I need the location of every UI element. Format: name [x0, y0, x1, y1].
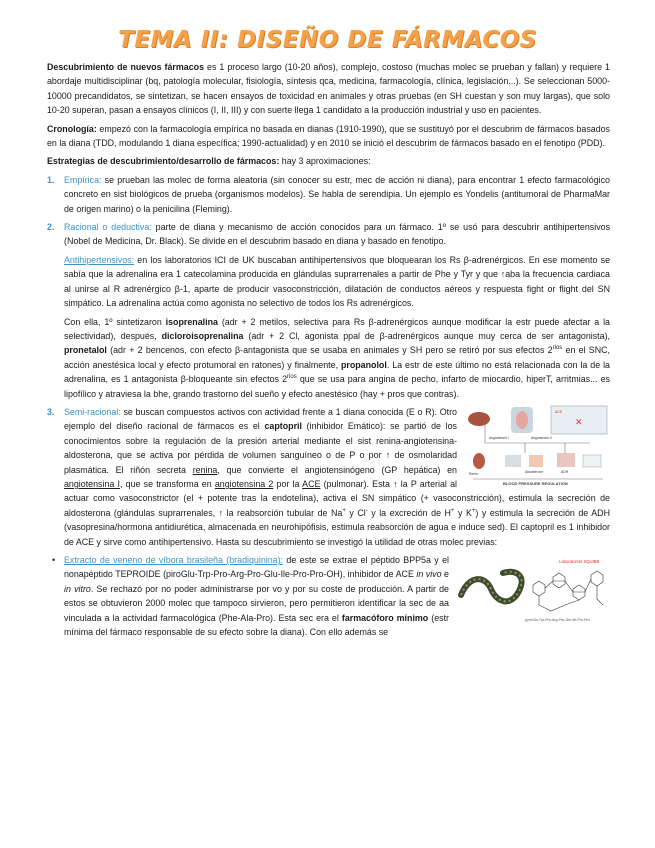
superscript: rios	[287, 374, 297, 381]
superscript: +	[342, 507, 346, 514]
text-run: . La estr de este último no está relacionada con la de la adrenalina, es 1 antagonista β-bloqueante sin efectos 2	[64, 359, 610, 385]
cross-icon: ✕	[575, 417, 583, 428]
text-run: (adr + 2 bencenos, con efecto β-antagonista que se usaba en animales y SH pero se retiró por sus efectos 2	[106, 345, 553, 356]
strategies-lead: Estrategias de descubrimiento/desarrollo de fármacos:	[47, 156, 280, 167]
fig1-caption: BLOOD PRESSURE REGULATION	[503, 480, 568, 486]
renina-term: renina	[192, 464, 218, 475]
item-text: parte de diana y mecanismo de acción conocidos para un fármaco. 1º se usó para descubrir antihipertensivos (Nobel de Medicina, Dr. Black). Se divide en el descubrim basado en diana y basado en fenotipo.	[64, 222, 611, 247]
dicloroisoprenalina-term: dicloroisoprenalina	[161, 330, 244, 341]
fig2-caption: pyroGlu-Trp-Pro-Arg-Pro-Gln-Ile-Pro-Pro	[525, 618, 590, 622]
fig1-label-adh: ADH	[561, 469, 569, 474]
text-run: se buscan compuestos activos con actividad frente a 1 diana conocida (E o R). Otro ejemplo del diseño racional de fármacos es el	[64, 406, 457, 432]
fig2-lab-label: Laboratorios SQUIBB	[559, 559, 600, 564]
captopril-term: captopril	[264, 421, 302, 432]
chronology-lead: Cronología:	[47, 123, 97, 134]
text-run: , que convierte el angiotensinógeno (GP hepática) en	[217, 464, 457, 475]
list-item-semi-racional	[47, 405, 610, 549]
vessel-icon	[505, 455, 521, 467]
paragraph-con-ella	[47, 315, 610, 401]
text-run: e	[441, 569, 449, 580]
angiotensina-1-term: angiotensina I	[64, 478, 120, 489]
text-run: en el SNC, acción anestésica local y efecto protumoral en ratones) y finalmente,	[64, 345, 610, 370]
fig1-label-angiotensin-1: Angiotensin I	[489, 435, 509, 440]
text-run: ) y estimula la secreción de ADH (vasopresina/hormona antidiurética, almacenada en neurohipófisis, estimula reabsorción de agua e induce sed). El captopril es 1 inhibidor de ACE y sirve como antihipertensivo. Hasta su descubrimiento se investigó la utilidad de otras molec previas:	[64, 507, 610, 547]
bullet-dot: •	[52, 555, 56, 565]
fig1-label-angiotensin-2: Angiotensin II	[531, 435, 552, 440]
superscript: +	[471, 507, 476, 514]
text-run: Con ella, 1º sintetizaron	[64, 316, 166, 327]
fig1-label-aldosterone: Aldosterone	[525, 469, 544, 474]
farmacoforo-term: farmacóforo mínimo	[341, 612, 429, 623]
antihipertensivos-link[interactable]: Antihipertensivos:	[64, 254, 135, 265]
fig1-label-ace: ACE	[555, 409, 563, 414]
text-run: (adr + 2 Cl, agonista ppal de β-adrenérgicos aunque muy cerca de ser antagonista),	[243, 330, 610, 341]
text-run: (estr mínima del fármaco responsable de su efecto sobre la diana). Con ello además se	[64, 612, 449, 638]
strategies-text: hay 3 aproximaciones:	[279, 156, 371, 167]
item-label: Semi-racional:	[64, 406, 121, 417]
kidney-icon	[473, 453, 485, 469]
brain-icon	[557, 453, 575, 467]
in-vitro-term: in vitro	[64, 583, 91, 594]
text-run: por la	[273, 478, 303, 489]
list-number: 3.	[47, 406, 55, 417]
in-vivo-term: in vivo	[416, 569, 442, 580]
item-label: Empírica:	[64, 174, 102, 185]
paragraph-antihipertensivos	[47, 253, 610, 311]
fig1-label-renin: Renin	[469, 471, 478, 476]
paragraph-intro	[47, 60, 610, 118]
veneno-link[interactable]: Extracto de veneno de víbora brasileña (bradiquinina):	[64, 555, 284, 565]
antihipertensivos-text: en los laboratorios ICI de UK buscaban antihipertensivos que bloquearan los Rs β-adrenérgicos. En ese momento se sabía que la adrenalina era 1 catecolamina producida en glándulas suprarrenales a partir de Phe y Tyr y que ↑aba la frecuencia cardiaca al unirse al R adrenérgico β-1, aparte de producir vasoconstricción, dilatación de conductos aéreos y respuesta fight or flight del SN simpático. La adrenalina actúa como agonista no selectivo de todos los Rs adrenérgicos.	[64, 254, 610, 309]
adrenal-icon	[529, 455, 543, 467]
list-item-empirica	[47, 173, 610, 216]
text-run: y la excreción de H	[367, 507, 451, 518]
angiotensina-2-term: angiotensina 2	[214, 478, 274, 489]
text-run: de este se extrae el péptido BPP5a y el nonapéptido TEPROIDE (piroGlu-Trp-Pro-Arg-Pro-Glu-Ile-Pro-Pro-OH), inhibidor de ACE	[64, 555, 449, 580]
text-run: , que se transforma en	[120, 478, 215, 489]
item-text: se prueban las molec de forma aleatoria (sin conocer su estr, mec de acción ni diana), para encontrar 1 efecto farmacológico concreto en sist biológicos de prueba (organismos modelos). Se habla de serendipia. Un ejemplo es Yondelis (antitumoral de PharmaMar de origen marino) o la penicilina (Fleming).	[64, 174, 610, 214]
item-label: Racional o deductiva:	[64, 222, 152, 233]
text-run: (adr + 2 metilos, selectiva para Rs β-adrenérgicos aunque modificar la estr puede afectar a la selectividad), después,	[64, 316, 610, 341]
document-body	[47, 60, 610, 643]
isoprenalina-term: isoprenalina	[165, 316, 218, 327]
ace-term: ACE	[302, 478, 321, 489]
text-run: (pulmonar). Esta ↑ la P arterial al actuar como vasoconstrictor (el + potente tras la endotelina), activa el SN simpático (+ vasoconstricción), estimula la secreción de aldosterona (glándulas suprarrenales, ↑ la reabsorción tubular de Na	[64, 478, 610, 518]
text-run: y K	[454, 507, 472, 518]
liver-icon	[468, 412, 490, 426]
list-number: 2.	[47, 222, 55, 233]
paragraph-chronology	[47, 122, 610, 151]
list-number: 1.	[47, 174, 55, 185]
text-run: (inhibidor Emático): se partió de los conocimientos sobre la regulación de la presión arterial mediante el sist renina-angiotensina-aldosterona, que se activa por pérdida de volumen sanguíneo o de P o por ↑ de osmolaridad plasmática. El riñón secreta	[64, 421, 457, 475]
superscript: rios	[552, 345, 563, 352]
text-run: y Cl	[345, 507, 366, 518]
paragraph-strategies	[47, 154, 610, 168]
intro-lead: Descubrimiento de nuevos fármacos	[47, 62, 205, 72]
list-item-racional	[47, 220, 610, 249]
propanolol-term: propanolol	[340, 359, 387, 370]
text-run: . Se rechazó por no poder administrarse por vo y por su coste de producción. A partir de estos se obtuvieron 2000 molec que tampoco sirvieron, pero permitieron identificar la sec de aa vinculada a la actividad farmacológica (Phe-Ala-Pro). Esta sec era el	[64, 583, 449, 623]
superscript: -	[365, 507, 368, 514]
pronetalol-term: pronetalol	[64, 345, 107, 356]
intro-text: es 1 proceso largo (10-20 años), complejo, costoso (muchas molec se prueban y fallan) y requiere 1 abordaje multidisciplinar (bq, patología molecular, fisiología, síntesis qca, medicina, farmacología, clínica, legislación...). Se seleccionan 5000-10000 precandidatos, se sintetizan, se hacen ensayos de toxicidad en animales y otras pruebas (en SH cuestan y son muy largas), que solo 10-20 superan, pasan a ensayos clínicos (I, II, III) y con suerte llega 1 candidato a la producción industrial y uso en pacientes.	[47, 62, 610, 116]
snake-peptide-figure	[455, 555, 610, 627]
bullet-item-veneno	[47, 553, 610, 639]
text-run: que se usa para angina de pecho, infarto de miocardio, hiperT, arritmias... es lipofílico y atraviesa la bhe, grando trastorno del sueño y efecto anestésico (hay + pros que contras).	[64, 374, 610, 399]
superscript: +	[450, 507, 455, 514]
page-title: TEMA II: DISEÑO DE FÁRMACOS	[118, 27, 537, 53]
chronology-text: empezó con la farmacología empírica no basada en dianas (1910-1990), que se sustituyó por el descubrim de fármacos basados en la diana (TDD, modulando 1 diana específica; 1990-actualidad) y en 2010 se inició el descubrim de fármacos basado en el fenotipo (PDD).	[47, 123, 610, 149]
raas-diagram-figure	[465, 403, 610, 488]
